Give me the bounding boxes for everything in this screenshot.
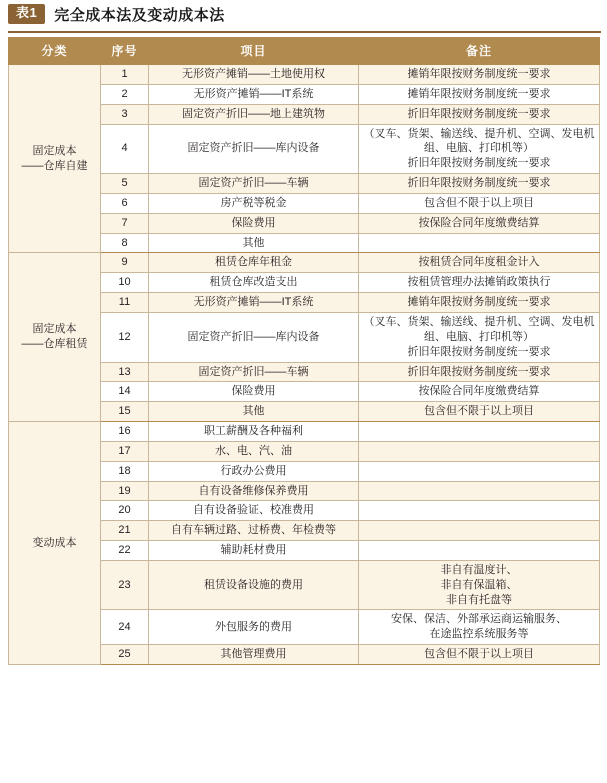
row-number-cell: 21 bbox=[101, 521, 149, 541]
row-number-cell: 22 bbox=[101, 541, 149, 561]
note-cell: 包含但不限于以上项目 bbox=[359, 402, 600, 422]
note-cell: 折旧年限按财务制度统一要求 bbox=[359, 174, 600, 194]
item-cell: 自有设备维修保养费用 bbox=[149, 481, 359, 501]
row-number-cell: 6 bbox=[101, 193, 149, 213]
note-cell: 包含但不限于以上项目 bbox=[359, 193, 600, 213]
row-number-cell: 18 bbox=[101, 461, 149, 481]
table-number-badge: 表1 bbox=[8, 4, 45, 23]
row-number-cell: 1 bbox=[101, 65, 149, 85]
note-cell: （叉车、货架、输送线、提升机、空调、发电机组、电脑、打印机等） 折旧年限按财务制度统一要求 bbox=[359, 124, 600, 174]
row-number-cell: 14 bbox=[101, 382, 149, 402]
header-row bbox=[9, 38, 600, 65]
item-cell: 无形资产摊销——IT系统 bbox=[149, 84, 359, 104]
note-cell bbox=[359, 481, 600, 501]
item-cell: 租赁设备设施的费用 bbox=[149, 560, 359, 610]
table-row bbox=[9, 253, 600, 273]
row-number-cell: 2 bbox=[101, 84, 149, 104]
cost-method-table bbox=[8, 37, 600, 665]
item-cell: 固定资产折旧——车辆 bbox=[149, 362, 359, 382]
table-body bbox=[9, 65, 600, 665]
item-cell: 其他管理费用 bbox=[149, 645, 359, 665]
row-number-cell: 17 bbox=[101, 441, 149, 461]
note-cell: 摊销年限按财务制度统一要求 bbox=[359, 65, 600, 85]
item-cell: 水、电、汽、油 bbox=[149, 441, 359, 461]
item-cell: 职工薪酬及各种福利 bbox=[149, 422, 359, 442]
title-divider bbox=[8, 31, 601, 33]
row-number-cell: 12 bbox=[101, 312, 149, 362]
note-cell bbox=[359, 461, 600, 481]
row-number-cell: 20 bbox=[101, 501, 149, 521]
header-note: 备注 bbox=[359, 38, 600, 65]
note-cell: 摊销年限按财务制度统一要求 bbox=[359, 84, 600, 104]
note-cell: 折旧年限按财务制度统一要求 bbox=[359, 362, 600, 382]
row-number-cell: 9 bbox=[101, 253, 149, 273]
note-cell bbox=[359, 233, 600, 253]
table-title-text: 完全成本法及变动成本法 bbox=[54, 6, 225, 24]
note-cell: （叉车、货架、输送线、提升机、空调、发电机组、电脑、打印机等） 折旧年限按财务制度统一要求 bbox=[359, 312, 600, 362]
row-number-cell: 11 bbox=[101, 293, 149, 313]
table-row bbox=[9, 422, 600, 442]
table-header bbox=[9, 38, 600, 65]
note-cell: 按租赁合同年度租金计入 bbox=[359, 253, 600, 273]
item-cell: 其他 bbox=[149, 233, 359, 253]
category-cell: 变动成本 bbox=[9, 422, 101, 665]
row-number-cell: 23 bbox=[101, 560, 149, 610]
row-number-cell: 5 bbox=[101, 174, 149, 194]
item-cell: 保险费用 bbox=[149, 213, 359, 233]
note-cell bbox=[359, 422, 600, 442]
item-cell: 无形资产摊销——IT系统 bbox=[149, 293, 359, 313]
note-cell: 安保、保洁、外部承运商运输服务、 在途监控系统服务等 bbox=[359, 610, 600, 645]
note-cell: 非自有温度计、 非自有保温箱、 非自有托盘等 bbox=[359, 560, 600, 610]
note-cell: 按保险合同年度缴费结算 bbox=[359, 382, 600, 402]
row-number-cell: 15 bbox=[101, 402, 149, 422]
row-number-cell: 4 bbox=[101, 124, 149, 174]
item-cell: 无形资产摊销——土地使用权 bbox=[149, 65, 359, 85]
row-number-cell: 16 bbox=[101, 422, 149, 442]
note-cell: 包含但不限于以上项目 bbox=[359, 645, 600, 665]
row-number-cell: 13 bbox=[101, 362, 149, 382]
header-item: 项目 bbox=[149, 38, 359, 65]
row-number-cell: 3 bbox=[101, 104, 149, 124]
row-number-cell: 19 bbox=[101, 481, 149, 501]
note-cell: 按保险合同年度缴费结算 bbox=[359, 213, 600, 233]
item-cell: 保险费用 bbox=[149, 382, 359, 402]
row-number-cell: 7 bbox=[101, 213, 149, 233]
note-cell bbox=[359, 541, 600, 561]
note-cell: 按租赁管理办法摊销政策执行 bbox=[359, 273, 600, 293]
item-cell: 固定资产折旧——库内设备 bbox=[149, 124, 359, 174]
item-cell: 自有车辆过路、过桥费、年检费等 bbox=[149, 521, 359, 541]
row-number-cell: 25 bbox=[101, 645, 149, 665]
note-cell: 摊销年限按财务制度统一要求 bbox=[359, 293, 600, 313]
header-category: 分类 bbox=[9, 38, 101, 65]
item-cell: 固定资产折旧——地上建筑物 bbox=[149, 104, 359, 124]
item-cell: 固定资产折旧——库内设备 bbox=[149, 312, 359, 362]
header-number: 序号 bbox=[101, 38, 149, 65]
note-cell bbox=[359, 521, 600, 541]
note-cell bbox=[359, 501, 600, 521]
item-cell: 房产税等税金 bbox=[149, 193, 359, 213]
item-cell: 租赁仓库改造支出 bbox=[149, 273, 359, 293]
note-cell: 折旧年限按财务制度统一要求 bbox=[359, 104, 600, 124]
row-number-cell: 24 bbox=[101, 610, 149, 645]
category-cell: 固定成本 ——仓库自建 bbox=[9, 65, 101, 253]
item-cell: 固定资产折旧——车辆 bbox=[149, 174, 359, 194]
item-cell: 行政办公费用 bbox=[149, 461, 359, 481]
item-cell: 其他 bbox=[149, 402, 359, 422]
note-cell bbox=[359, 441, 600, 461]
category-cell: 固定成本 ——仓库租赁 bbox=[9, 253, 101, 422]
item-cell: 租赁仓库年租金 bbox=[149, 253, 359, 273]
table-row bbox=[9, 65, 600, 85]
row-number-cell: 10 bbox=[101, 273, 149, 293]
row-number-cell: 8 bbox=[101, 233, 149, 253]
item-cell: 自有设备验证、校准费用 bbox=[149, 501, 359, 521]
table-title-bar bbox=[0, 0, 607, 28]
item-cell: 外包服务的费用 bbox=[149, 610, 359, 645]
item-cell: 辅助耗材费用 bbox=[149, 541, 359, 561]
